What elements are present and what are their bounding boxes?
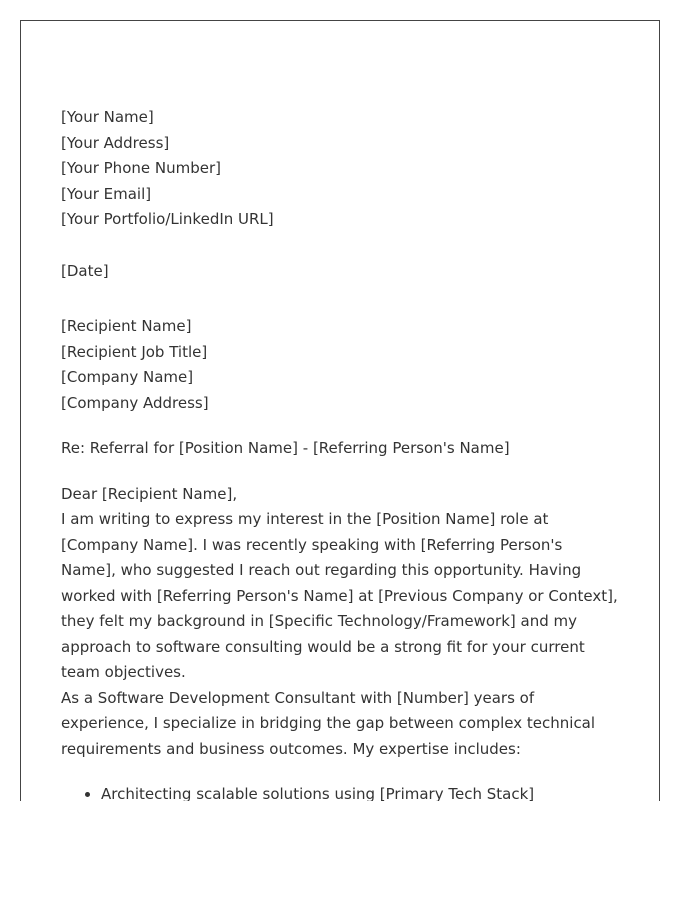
letter-subject: Re: Referral for [Position Name] - [Referring Person's Name]: [61, 439, 510, 457]
recipient-company-address: [Company Address]: [61, 393, 209, 412]
recipient-company: [Company Name]: [61, 368, 194, 386]
letter-content: [61, 105, 621, 801]
recipient-name: [Recipient Name]: [61, 317, 192, 335]
sender-block: [61, 105, 621, 233]
recipient-job-title: [Recipient Job Title]: [61, 342, 208, 361]
letter-page: [20, 20, 660, 801]
subject-block: [61, 436, 621, 462]
recipient-block: [61, 314, 621, 416]
sender-address: [Your Address]: [61, 133, 170, 152]
body-paragraph-1: I am writing to express my interest in the [Position Name] role at [Company Name]. I was recently speaking with [Referring Person's Name], who suggested I reach out regarding this opportunity. Having worked with [Referring Person's Name] at [Previous Company or Context], they felt my background in [Specific Technology/Framework] and my approach to software consulting would be a strong fit for your current team objectives.: [61, 510, 618, 681]
sender-name: [Your Name]: [61, 108, 154, 126]
sender-email: [Your Email]: [61, 184, 152, 203]
letter-greeting: Dear [Recipient Name],: [61, 484, 238, 503]
greeting-block: [61, 482, 621, 508]
expertise-list-item: • Architecting scalable solutions using [Primary Tech Stack]: [101, 782, 621, 801]
date-block: [61, 259, 621, 285]
letter-date: [Date]: [61, 261, 109, 280]
sender-phone: [Your Phone Number]: [61, 159, 221, 177]
sender-portfolio: [Your Portfolio/LinkedIn URL]: [61, 210, 274, 228]
expertise-list: [61, 782, 621, 801]
body-paragraph-2: As a Software Development Consultant with [Number] years of experience, I specialize in bridging the gap between complex technical requirements and business outcomes. My expertise includes:: [61, 688, 596, 758]
